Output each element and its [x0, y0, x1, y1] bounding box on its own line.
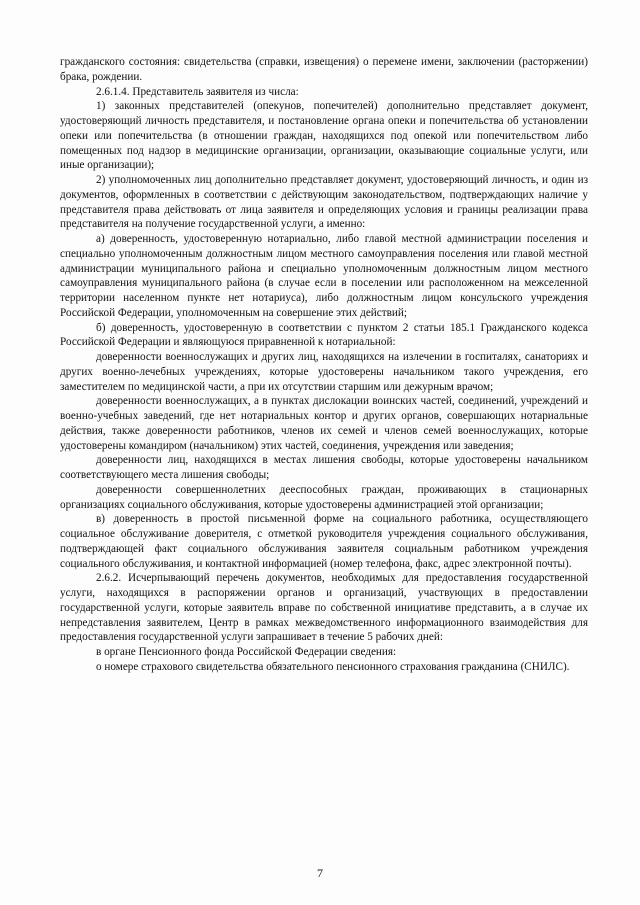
paragraph: доверенности совершеннолетних дееспособных граждан, проживающих в стационарных организациях социального обслуживания, которые удостоверены администрацией этой организации;	[60, 483, 588, 511]
paragraph: 1) законных представителей (опекунов, попечителей) дополнительно представляет документ, удостоверяющий личность представителя, и постановление органа опеки и попечительства об установлении опеки или попечительства (в отношении граждан, находящихся под опекой или попечительством либо помещенных под надзор в медицинские организации, организации, оказывающие социальные услуги, или иные организации);	[60, 100, 588, 172]
paragraph: гражданского состояния: свидетельства (справки, извещения) о перемене имени, заключении (расторжении) брака, рождении.	[60, 56, 588, 83]
paragraph: доверенности военнослужащих, а в пунктах дислокации воинских частей, соединений, учреждений и военно-учебных заведений, где нет нотариальных контор и других органов, совершающих нотариальные действия, также доверенности работников, членов их семей и членов семей военнослужащих, которые удостоверены командиром (начальником) этих частей, соединения, учреждения или заведения;	[60, 395, 588, 452]
page-number: 7	[317, 866, 323, 880]
paragraph: 2.6.1.4. Представитель заявителя из числа:	[96, 85, 299, 98]
paragraph: в) доверенность в простой письменной форме на социального работника, осуществляющего социальное обслуживание доверителя, с отметкой руководителя учреждения социального обслуживания, подтверждающей факт социального обслуживания заявителя социальным работником учреждения социального обслуживания, и контактной информацией (номер телефона, факс, адрес электронной почты).	[60, 513, 588, 570]
paragraph: 2) уполномоченных лиц дополнительно представляет документ, удостоверяющий личность, и один из документов, оформленных в соответствии с действующим законодательством, подтверждающих наличие у представителя права действовать от лица заявителя и определяющих условия и границы реализации права представителя на получение государственной услуги, а именно:	[60, 174, 588, 231]
paragraph: б) доверенность, удостоверенную в соответствии с пунктом 2 статьи 185.1 Гражданского кодекса Российской Федерации и являющуюся приравненной к нотариальной:	[60, 321, 588, 349]
paragraph: доверенности военнослужащих и других лиц, находящихся на излечении в госпиталях, санаториях и других военно-лечебных учреждениях, которые удостоверены начальником такого учреждения, его заместителем по медицинской части, а при их отсутствии старшим или дежурным врачом;	[60, 351, 588, 393]
paragraph: в органе Пенсионного фонда Российской Федерации сведения:	[96, 646, 397, 658]
paragraph: о номере страхового свидетельства обязательного пенсионного страхования гражданина (СНИЛС).	[96, 660, 570, 673]
paragraph: а) доверенность, удостоверенную нотариально, либо главой местной администрации поселения и специально уполномоченным должностным лицом местного самоуправления поселения или главой местной администрации муниципального района и специально уполномоченным должностным лицом местного самоуправления муниципального района (в случае если в поселении или расположенном на межселенной территории населенном пункте нет нотариуса), либо должностным лицом консульского учреждения Российской Федерации, уполномоченным на совершение этих действий;	[60, 233, 588, 319]
paragraph: 2.6.2. Исчерпывающий перечень документов, необходимых для предоставления государственной услуги, находящихся в распоряжении органов и организаций, участвующих в предоставлении государственной услуги, которые заявитель вправе по собственной инициативе представить, а в случае их непредставления заявителем, Центр в рамках межведомственного информационного взаимодействия для предоставления государственной услуги запрашивает в течение 5 рабочих дней:	[60, 572, 588, 644]
paragraph: доверенности лиц, находящихся в местах лишения свободы, которые удостоверены начальником соответствующего места лишения свободы;	[60, 454, 588, 481]
document-body	[60, 55, 588, 675]
